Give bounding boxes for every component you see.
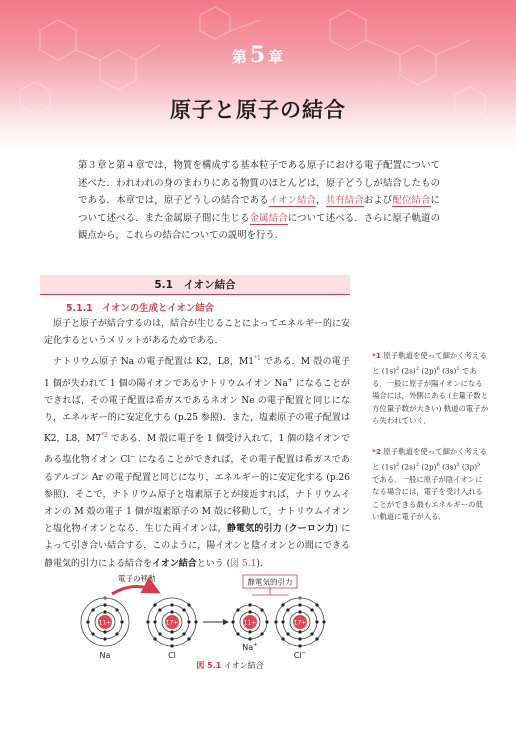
note-text: (2s): [399, 366, 416, 376]
term-coulomb-force: クーロン力: [288, 524, 335, 535]
na-atom-model: [81, 596, 129, 646]
term-electrostatic-attraction: 静電気的引力: [226, 524, 282, 535]
molecule-decoration-icon: [0, 0, 516, 150]
cl-atom-model: [146, 598, 197, 648]
intro-text: について述べる．また金属原子間に生じる: [78, 195, 440, 224]
figure-ref[interactable]: 図 5.1: [230, 558, 257, 569]
note-sup: 2: [415, 461, 420, 468]
cl-ion-label: [294, 650, 307, 660]
intro-text: について述べる．さらに原子軌道の観点から，これらの結合についての説明を行う．: [78, 212, 440, 242]
na-nucleus-label: 11+: [98, 619, 112, 627]
note-sup: 5: [477, 461, 481, 468]
figure-caption-text: イオン結合: [223, 661, 264, 670]
text-run: である．M 殻に電子を 1 個受け入れて，1 個の陰イオンである塩化物イオン Cl: [44, 434, 350, 466]
figure-caption: [0, 660, 460, 671]
text-run: になることができれば，その電子配置は希ガスであるネオン Ne の電子配置と同じになり，エネルギー的に安定化する (p.25 参照)．また，塩素原子の電子配置は K2，L8，M7: [44, 378, 350, 445]
na-ion-label: [242, 642, 258, 652]
charge-sup: +: [287, 376, 293, 384]
cl-atom-label: Cl: [168, 651, 176, 660]
chapter-title: 原子と原子の結合: [170, 98, 346, 122]
text-run: )．: [256, 558, 269, 569]
section-heading: 5.1 イオン結合: [40, 275, 350, 295]
note-mark: *2: [372, 447, 382, 456]
intro-text: および: [363, 195, 393, 207]
footnote-ref[interactable]: *2: [101, 432, 108, 440]
note-mark: *1: [372, 351, 382, 360]
na-ion-symbol: Na: [242, 643, 254, 652]
term-ionic-bond: イオン結合: [152, 558, 197, 569]
figure-caption-label: 図 5.1: [196, 661, 222, 670]
body-text: [44, 316, 350, 573]
note-text: である．一般に原子が陰イオンになる場合には，電子を受け入れることができる最もエネルギーの低い軌道に電子が入る．: [372, 474, 483, 522]
keyword-covalent-bond: 共有結合: [325, 195, 364, 207]
cl-ion-symbol: Cl: [293, 651, 302, 660]
text-run: という (: [196, 558, 231, 569]
na-atom-label: Na: [99, 651, 111, 660]
chapter-number-digit: 5: [249, 42, 267, 68]
cl-ion-charge: −: [301, 650, 307, 656]
note-sup: 2: [396, 365, 400, 372]
text-run: ナトリウム原子 Na の電子配置は K2，L8，M1: [53, 357, 254, 368]
note-text: (2p): [419, 462, 437, 472]
note-sup: 6: [436, 365, 440, 372]
electron-transfer-arrow: [112, 586, 158, 594]
note-sup: 2: [456, 461, 460, 468]
text-run: になることができれば，その電子配置は希ガスであるアルゴン Ar の電子配置と同じになり，エネルギー的に安定化する (p.26 参照)．そこで，ナトリウム原子と塩素原子とが接近すれば，ナトリウムイオンの M 殻の電子 1 個が塩素原子の M 殻に移動して，ナトリウムイオンと塩化物イオンとなる．生じた両イオンは，: [44, 455, 350, 535]
note-text: (3s): [439, 462, 457, 472]
chapter-number: [0, 42, 516, 68]
na-ion-charge: +: [253, 642, 258, 648]
side-note-1: [372, 350, 490, 428]
note-text: (2s): [399, 462, 416, 472]
text-run: (: [281, 524, 289, 535]
charge-sup: −: [130, 453, 136, 461]
keyword-metallic-bond: 金属結合: [249, 212, 288, 224]
attraction-label: 静電気的引力: [247, 577, 293, 587]
cl-ion-nucleus-label: 17+: [293, 619, 307, 627]
paragraph: 原子と原子が結合するのは，結合が生じることによってエネルギー的に安定化するというメリットがあるためである．: [44, 319, 351, 347]
na-ion-nucleus-label: 11+: [243, 619, 257, 627]
note-text: である．一般に原子が陽イオンになる場合には，外側にある (主量子数と方位量子数が大きい) 軌道の電子から失われていく．: [372, 366, 489, 426]
text-run: ) によって引き合い結合する．このように，陽イオンと陰イオンとの間にできる静電気的引力による結合を: [44, 524, 350, 569]
note-sup: 1: [456, 365, 460, 372]
intro-text: 第３章と第４章では，物質を構成する基本粒子である原子における電子配置について述べた．われわれの身のまわりにある物質のほとんどは，原子どうしが結合したものである．本章では，原子どうしの結合である: [78, 160, 440, 207]
side-note-2: [372, 446, 490, 524]
note-text: (3p): [459, 462, 478, 472]
note-text: (2p): [419, 366, 437, 376]
transfer-label: 電子の移動: [118, 574, 156, 583]
note-sup: 2: [415, 365, 420, 372]
chapter-suffix: 章: [268, 48, 285, 66]
footnote-ref[interactable]: *1: [253, 355, 261, 363]
chapter-intro: [78, 157, 440, 245]
keyword-coordinate-bond: 配位結合: [392, 195, 431, 207]
note-sup: 6: [436, 461, 440, 468]
note-text: 原子軌道を使って細かく考えると (1s): [372, 351, 487, 376]
chapter-header-band: [0, 0, 516, 150]
text-run: である．M 殻の電子 1 個が失われて 1 個の陽イオンであるナトリウムイオン Na: [44, 357, 351, 389]
note-text: 原子軌道を使って細かく考えると (1s): [372, 447, 487, 472]
chapter-prefix: 第: [231, 48, 248, 66]
note-text: (3s): [439, 366, 457, 376]
intro-text: ，: [316, 195, 326, 207]
note-sup: 2: [396, 461, 400, 468]
cl-ion-model: [274, 596, 325, 647]
na-ion-model: [231, 603, 268, 640]
paragraph: [44, 350, 350, 572]
cl-nucleus-label: 17+: [165, 619, 179, 627]
subsection-heading: 5.1.1 イオンの生成とイオン結合: [66, 303, 215, 314]
keyword-ionic-bond: イオン結合: [268, 195, 317, 207]
